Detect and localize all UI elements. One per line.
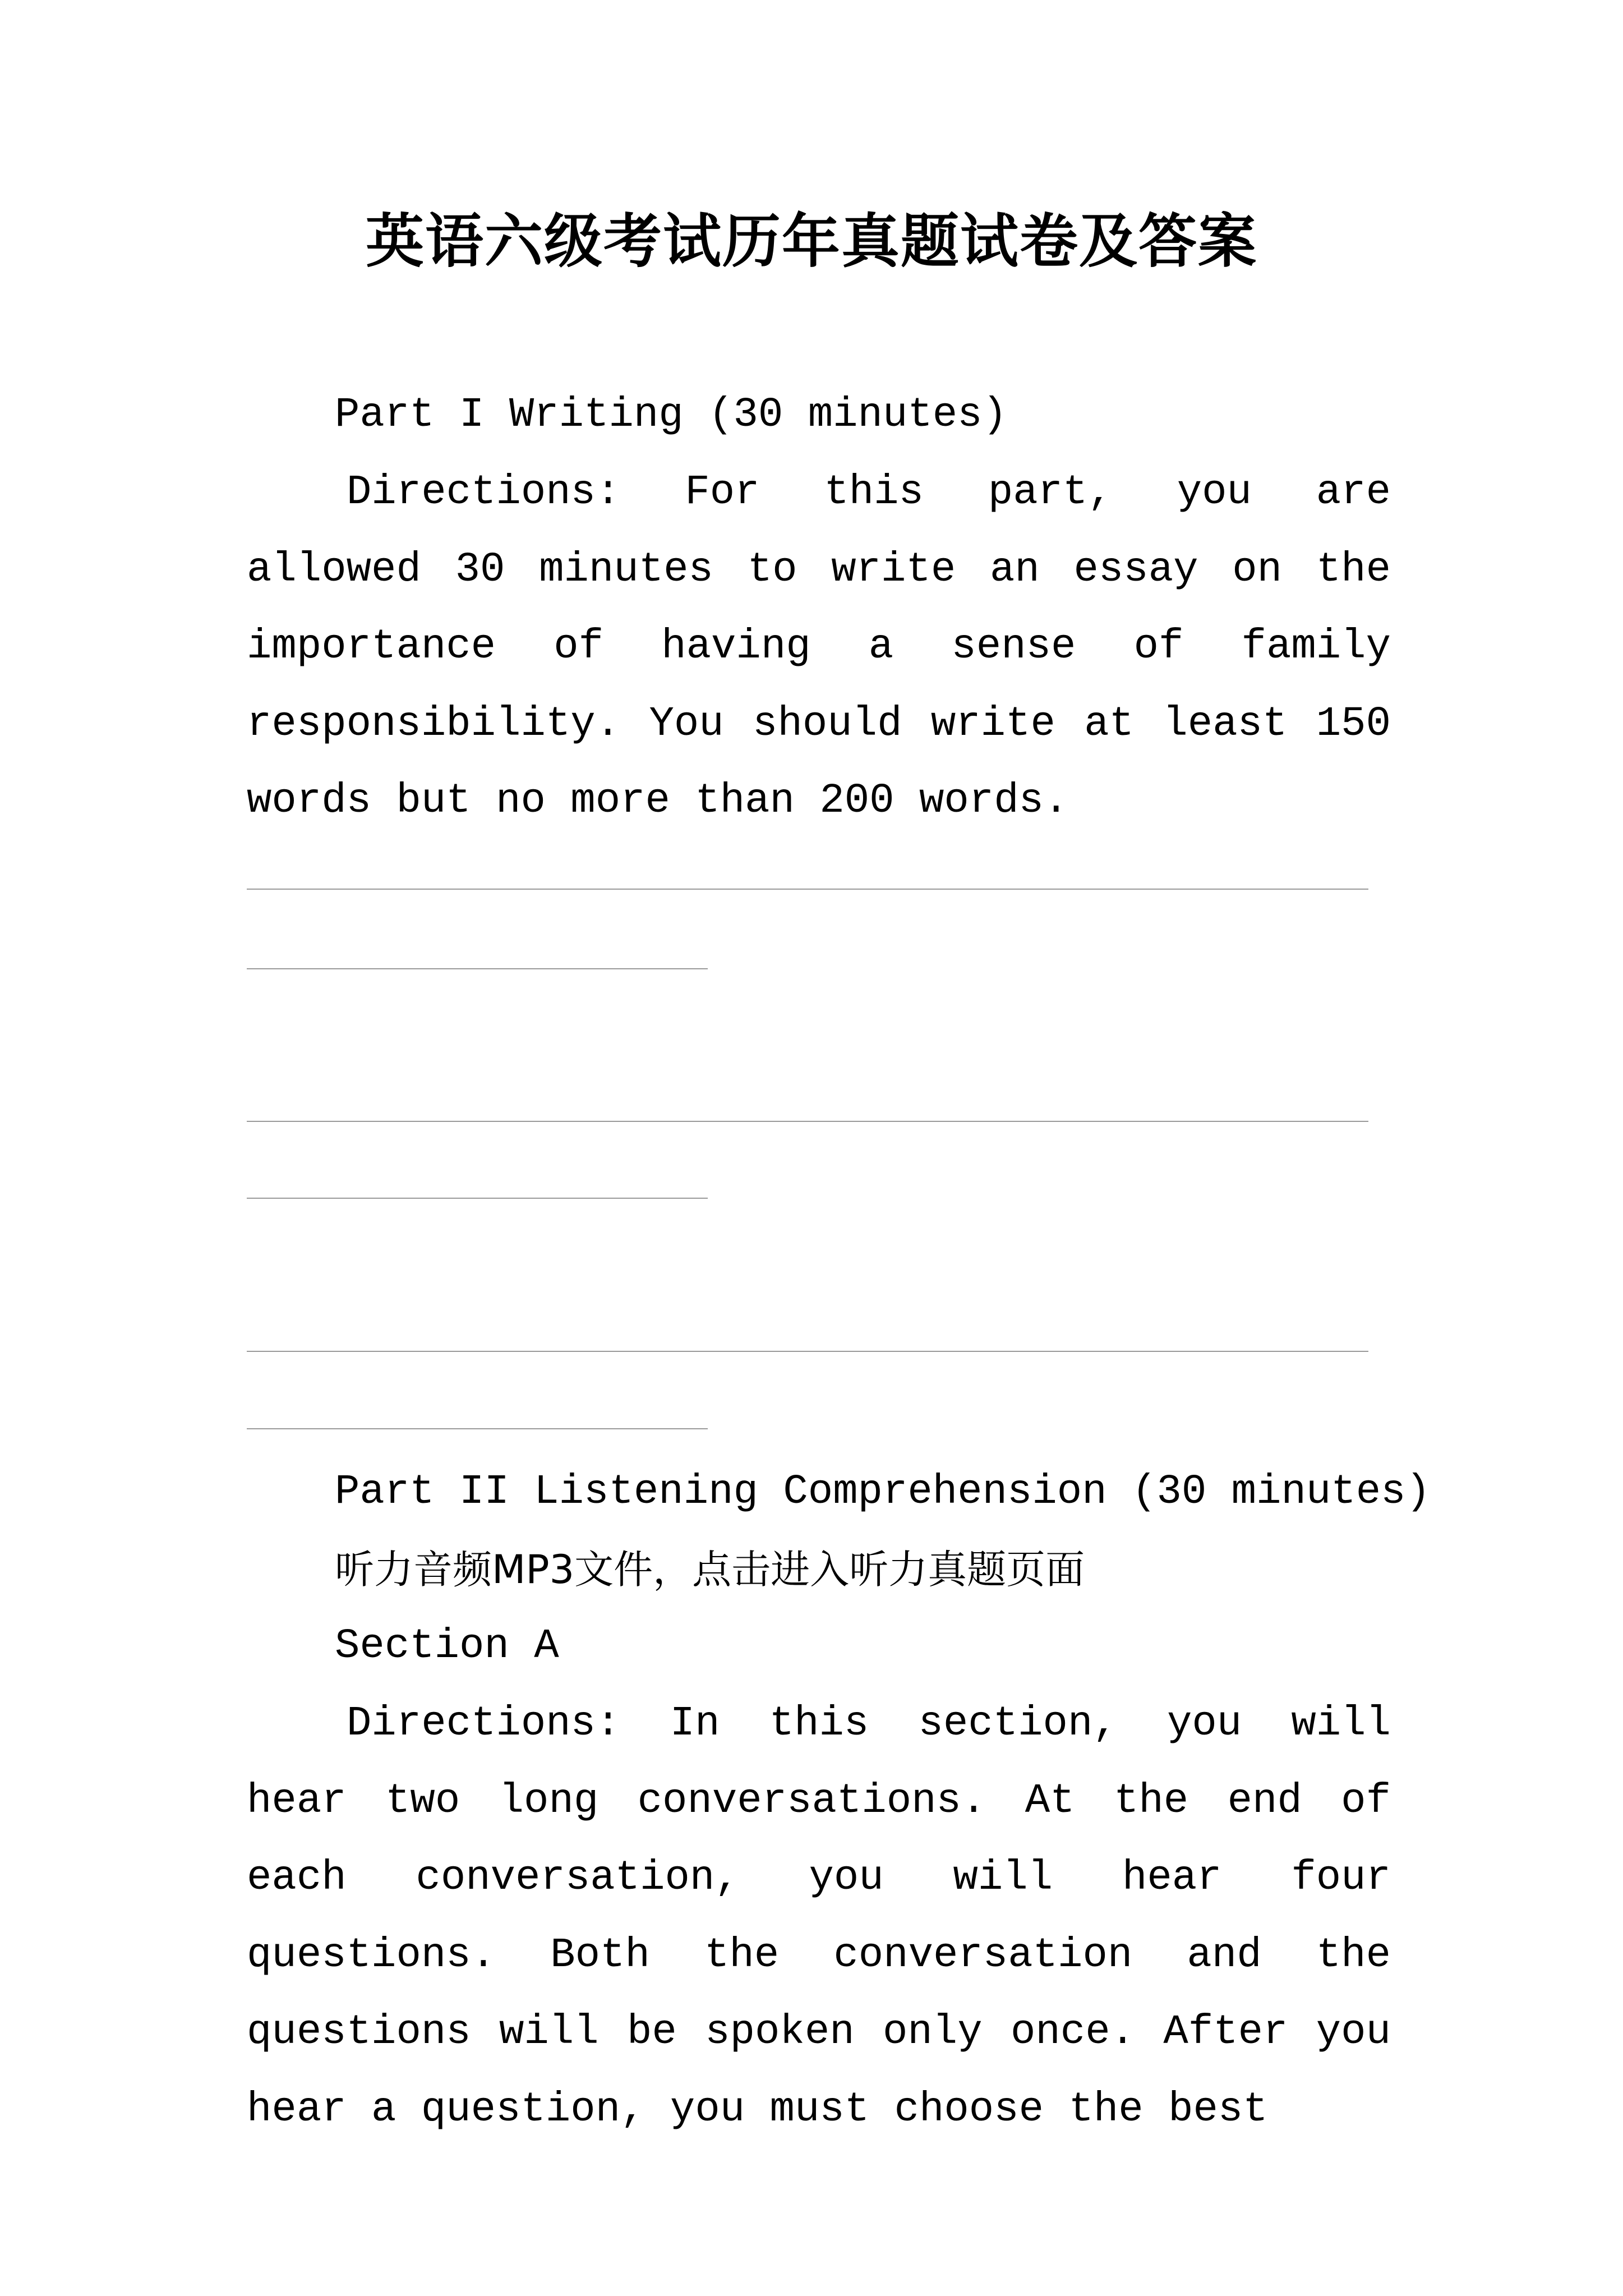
answer-line — [247, 1351, 1368, 1352]
listening-audio-link[interactable]: 听力音频MP3文件，点击进入听力真题页面 — [335, 1547, 1085, 1593]
answer-line — [247, 968, 708, 969]
section-a-directions: Directions: In this section, you will hear two long conversations. At the end of each conversation, you will hear four questions. Both the conversation and the questions will be spoken only once. After you hear a question, you must choose the best — [247, 1700, 1391, 2133]
answer-line — [247, 1121, 1368, 1122]
answer-line — [247, 1198, 708, 1199]
part2-heading: Part II Listening Comprehension (30 minutes) — [335, 1469, 1431, 1516]
section-a-heading: Section A — [335, 1623, 559, 1670]
part1-heading: Part I Writing (30 minutes) — [335, 392, 1007, 439]
answer-line — [247, 1428, 708, 1429]
document-title: 英语六级考试历年真题试卷及答案 — [365, 206, 1257, 275]
answer-line — [247, 889, 1368, 890]
part1-directions: Directions: For this part, you are allowed 30 minutes to write an essay on the importance of having a sense of family responsibility. You should write at least 150 words but no more than 200 words. — [247, 469, 1391, 825]
